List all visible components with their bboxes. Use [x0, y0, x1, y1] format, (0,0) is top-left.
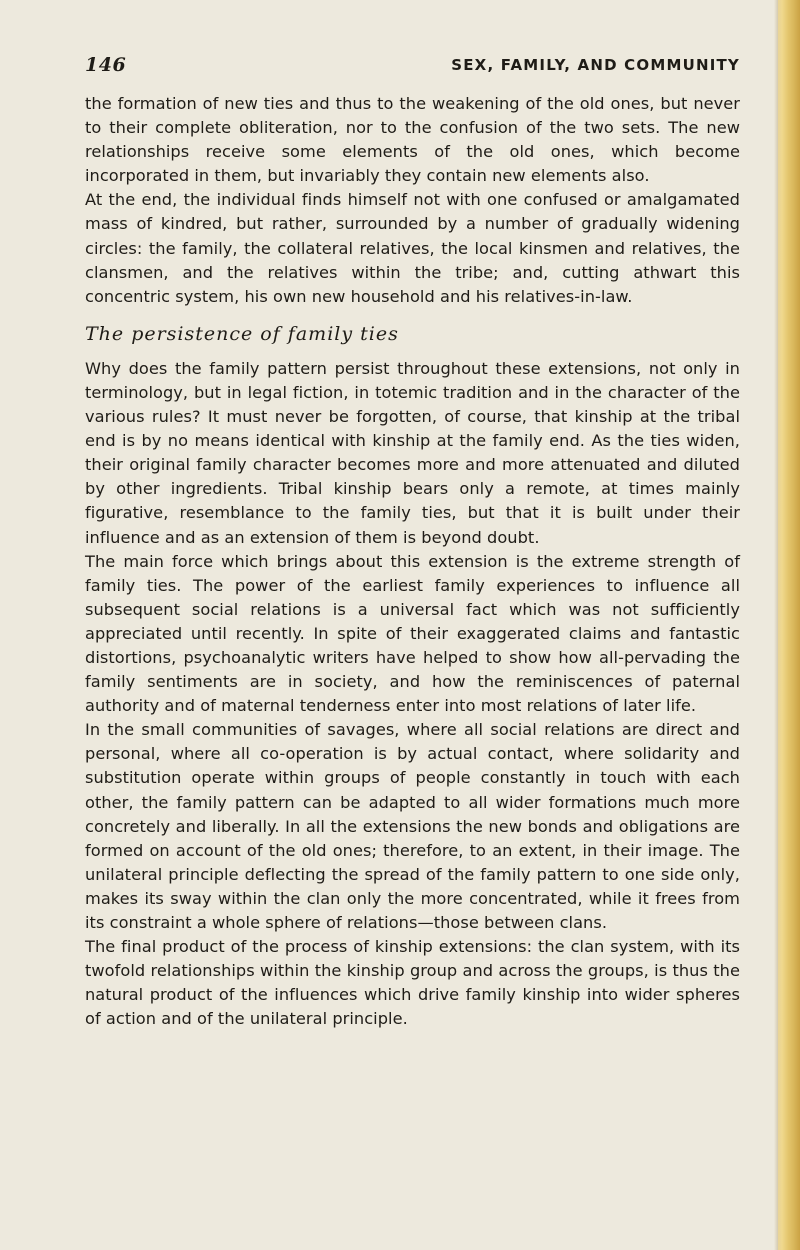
running-head: SEX, FAMILY, AND COMMUNITY [451, 56, 740, 74]
page-header [85, 54, 740, 82]
paragraph: The final product of the process of kinship extensions: the clan system, with its twofold relationships within the kinship group and across the groups, is thus the natural product of the influences which drive family kinship into wider spheres of action and of the unilateral principle. [85, 937, 740, 1029]
page-number: 146 [85, 54, 127, 76]
paragraph: In the small communities of savages, where all social relations are direct and personal, where all co-operation is by actual contact, where solidarity and substitution operate within groups of people constantly in touch with each other, the family pattern can be adapted to all wider formations much more concretely and liberally. In all the extensions the new bonds and obligations are formed on account of the old ones; therefore, to an extent, in their image. The unilateral principle deflecting the spread of the family pattern to one side only, makes its sway within the clan only the more concentrated, while it frees from its constraint a whole sphere of relations—those between clans. [85, 720, 740, 932]
paragraph: At the end, the individual finds himself not with one confused or amalgamated mass of kindred, but rather, surrounded by a number of gradually widening circles: the family, the collateral relatives, the local kinsmen and relatives, the clansmen, and the relatives within the tribe; and, cutting athwart this concentric system, his own new household and his relatives-in-law. [85, 190, 740, 306]
body-text [85, 92, 740, 1031]
paragraph: The main force which brings about this extension is the extreme strength of family ties. The power of the earliest family experiences to influence all subsequent social relations is a universal fact which was not sufficiently appreciated until recently. In spite of their exaggerated claims and fantastic distortions, psychoanalytic writers have helped to show how all-pervading the family sentiments are in society, and how the reminiscences of paternal authority and of maternal tenderness enter into most relations of later life. [85, 551, 740, 716]
paragraph: Why does the family pattern persist throughout these extensions, not only in terminology, but in legal fiction, in totemic tradition and in the character of the various rules? It must never be forgotten, of course, that kinship at the tribal end is by no means identical with kinship at the family end. As the ties widen, their original family character becomes more and more attenuated and diluted by other ingredients. Tribal kinship bears only a remote, at times mainly figurative, resemblance to the family ties, but that it is built under their influence and as an extension of them is beyond doubt. [85, 358, 740, 547]
adjacent-page-edge [778, 0, 800, 1250]
section-heading: The persistence of family ties [85, 322, 399, 345]
paragraph-continued: the formation of new ties and thus to the weakening of the old ones, but never to their complete obliteration, nor to the confusion of the two sets. The new relationships receive some elements of the old ones, which become incorporated in them, but invariably they contain new elements also. [85, 94, 740, 186]
